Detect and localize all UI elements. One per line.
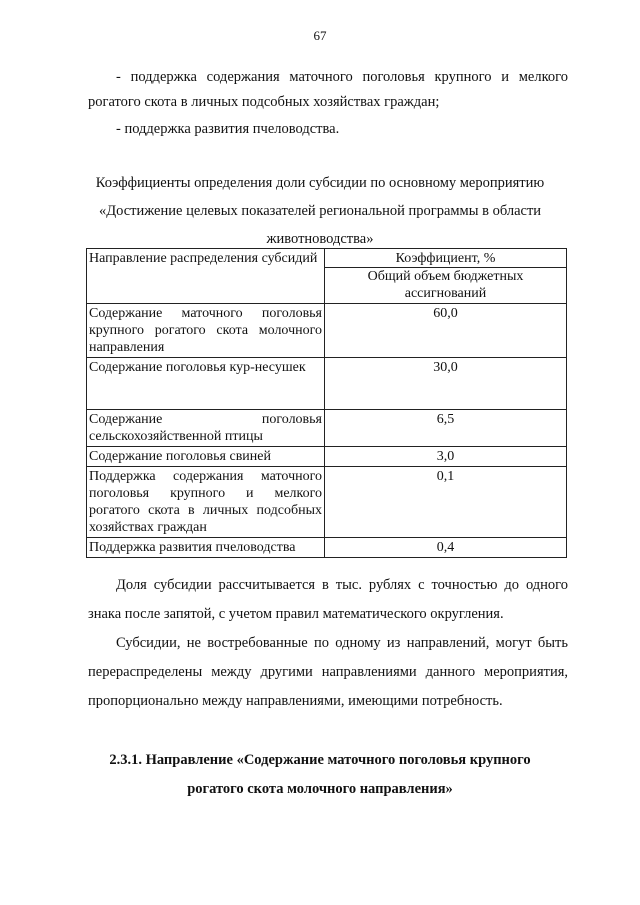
table-row [87, 304, 567, 358]
bullet-item: - поддержка содержания маточного поголовья крупного и мелкого рогатого скота в личных подсобных хозяйствах граждан; [88, 69, 568, 110]
row-direction: Поддержка развития пчеловодства [87, 538, 325, 558]
header-coefficient [325, 249, 567, 304]
header-coefficient-title: Коэффициент, % [395, 251, 496, 266]
paragraph: Субсидии, не востребованные по одному из направлений, могут быть перераспределены между другими направлениями данного мероприятия, пропорционально между направлениями, имеющими потребность. [88, 635, 568, 709]
table-row [87, 538, 567, 558]
row-value: 0,1 [325, 467, 567, 538]
row-direction: Содержание маточного поголовья крупного рогатого скота молочного направления [87, 304, 325, 358]
table-header-row [87, 249, 567, 304]
table-row [87, 467, 567, 538]
table-row [87, 410, 567, 447]
row-direction: Поддержка содержания маточного поголовья крупного и мелкого рогатого скота в личных подсобных хозяйствах граждан [87, 467, 325, 538]
row-value: 6,5 [325, 410, 567, 447]
table-caption: Коэффициенты определения доли субсидии по основному мероприятию «Достижение целевых показателей региональной программы в области животноводства» [95, 175, 545, 247]
row-direction: Содержание поголовья сельскохозяйственной птицы [87, 410, 325, 447]
paragraph: Доля субсидии рассчитывается в тыс. рублях с точностью до одного знака после запятой, с учетом правил математического округления. [88, 577, 568, 622]
row-value: 3,0 [325, 447, 567, 467]
section-heading: 2.3.1. Направление «Содержание маточного поголовья крупного рогатого скота молочного направления» [109, 752, 531, 797]
table-row [87, 447, 567, 467]
header-coefficient-subtitle: Общий объем бюджетных ассигнований [325, 267, 566, 302]
bullet-item: - поддержка развития пчеловодства. [116, 121, 340, 137]
header-direction: Направление распределения субсидий [87, 249, 325, 304]
row-value: 0,4 [325, 538, 567, 558]
row-direction: Содержание поголовья кур-несушек [87, 358, 325, 410]
row-value: 30,0 [325, 358, 567, 410]
row-direction: Содержание поголовья свиней [87, 447, 325, 467]
coefficients-table [86, 248, 567, 558]
row-value: 60,0 [325, 304, 567, 358]
page-number: 67 [313, 28, 327, 43]
table-row [87, 358, 567, 410]
